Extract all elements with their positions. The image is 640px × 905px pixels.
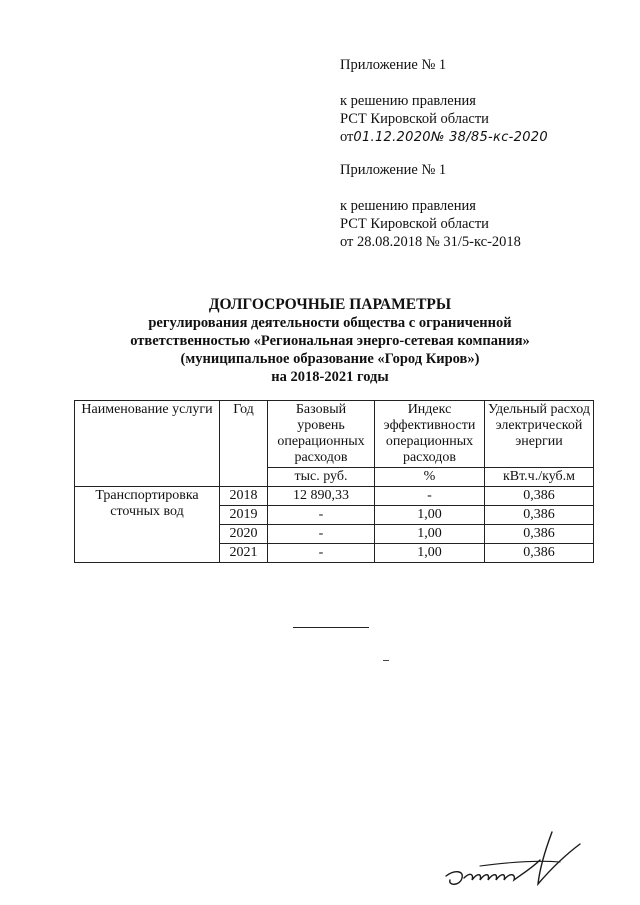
appendix-original-title: Приложение № 1 bbox=[340, 162, 447, 178]
row-base-level: - bbox=[268, 525, 375, 544]
appendix-original-line2: РСТ Кировской области bbox=[340, 216, 489, 232]
parameters-table bbox=[74, 400, 594, 563]
appendix-current-date-line bbox=[340, 128, 548, 147]
row-efficiency-index: 1,00 bbox=[375, 544, 485, 563]
appendix-current-line1: к решению правления bbox=[340, 93, 476, 109]
heading-line1: ДОЛГОСРОЧНЫЕ ПАРАМЕТРЫ bbox=[208, 296, 452, 313]
row-year: 2021 bbox=[220, 544, 268, 563]
appendix-original-line1: к решению правления bbox=[340, 198, 476, 214]
document-heading bbox=[70, 296, 590, 386]
heading-line3: ответственностью «Региональная энерго-сетевая компания» bbox=[130, 333, 530, 349]
row-base-level: - bbox=[268, 544, 375, 563]
row-efficiency-index: 1,00 bbox=[375, 506, 485, 525]
closing-divider bbox=[293, 627, 369, 628]
row-energy: 0,386 bbox=[485, 525, 594, 544]
row-base-level: 12 890,33 bbox=[268, 487, 375, 506]
heading-line4: (муниципальное образование «Город Киров») bbox=[180, 351, 480, 367]
table-header-row bbox=[75, 401, 594, 468]
row-year: 2018 bbox=[220, 487, 268, 506]
appendix-original bbox=[340, 161, 521, 251]
unit-efficiency-index: % bbox=[375, 468, 485, 487]
row-energy: 0,386 bbox=[485, 544, 594, 563]
signature bbox=[440, 826, 590, 896]
row-efficiency-index: - bbox=[375, 487, 485, 506]
appendix-current-prefix: от bbox=[340, 129, 354, 145]
appendix-current-title: Приложение № 1 bbox=[340, 57, 447, 73]
header-service: Наименование услуги bbox=[75, 401, 220, 487]
scan-mark bbox=[383, 660, 389, 661]
appendix-current bbox=[340, 56, 548, 147]
heading-line2: регулирования деятельности общества с ограниченной bbox=[148, 315, 512, 331]
row-base-level: - bbox=[268, 506, 375, 525]
header-year: Год bbox=[220, 401, 268, 487]
unit-energy-consumption: кВт.ч./куб.м bbox=[485, 468, 594, 487]
table-row bbox=[75, 487, 594, 506]
appendix-current-line2: РСТ Кировской области bbox=[340, 111, 489, 127]
appendix-original-line3: от 28.08.2018 № 31/5-кс-2018 bbox=[340, 234, 521, 250]
header-base-level: Базовый уровень операционных расходов bbox=[268, 401, 375, 468]
row-energy: 0,386 bbox=[485, 506, 594, 525]
header-efficiency-index: Индекс эффективности операционных расходов bbox=[375, 401, 485, 468]
unit-base-level: тыс. руб. bbox=[268, 468, 375, 487]
heading-line5: на 2018-2021 годы bbox=[271, 369, 389, 385]
header-energy-consumption: Удельный расход электрической энергии bbox=[485, 401, 594, 468]
handwritten-decision-number: 01.12.2020№ 38/85-кс-2020 bbox=[353, 130, 548, 145]
row-efficiency-index: 1,00 bbox=[375, 525, 485, 544]
row-year: 2019 bbox=[220, 506, 268, 525]
row-year: 2020 bbox=[220, 525, 268, 544]
service-name: Транспортировка сточных вод bbox=[75, 487, 220, 563]
row-energy: 0,386 bbox=[485, 487, 594, 506]
